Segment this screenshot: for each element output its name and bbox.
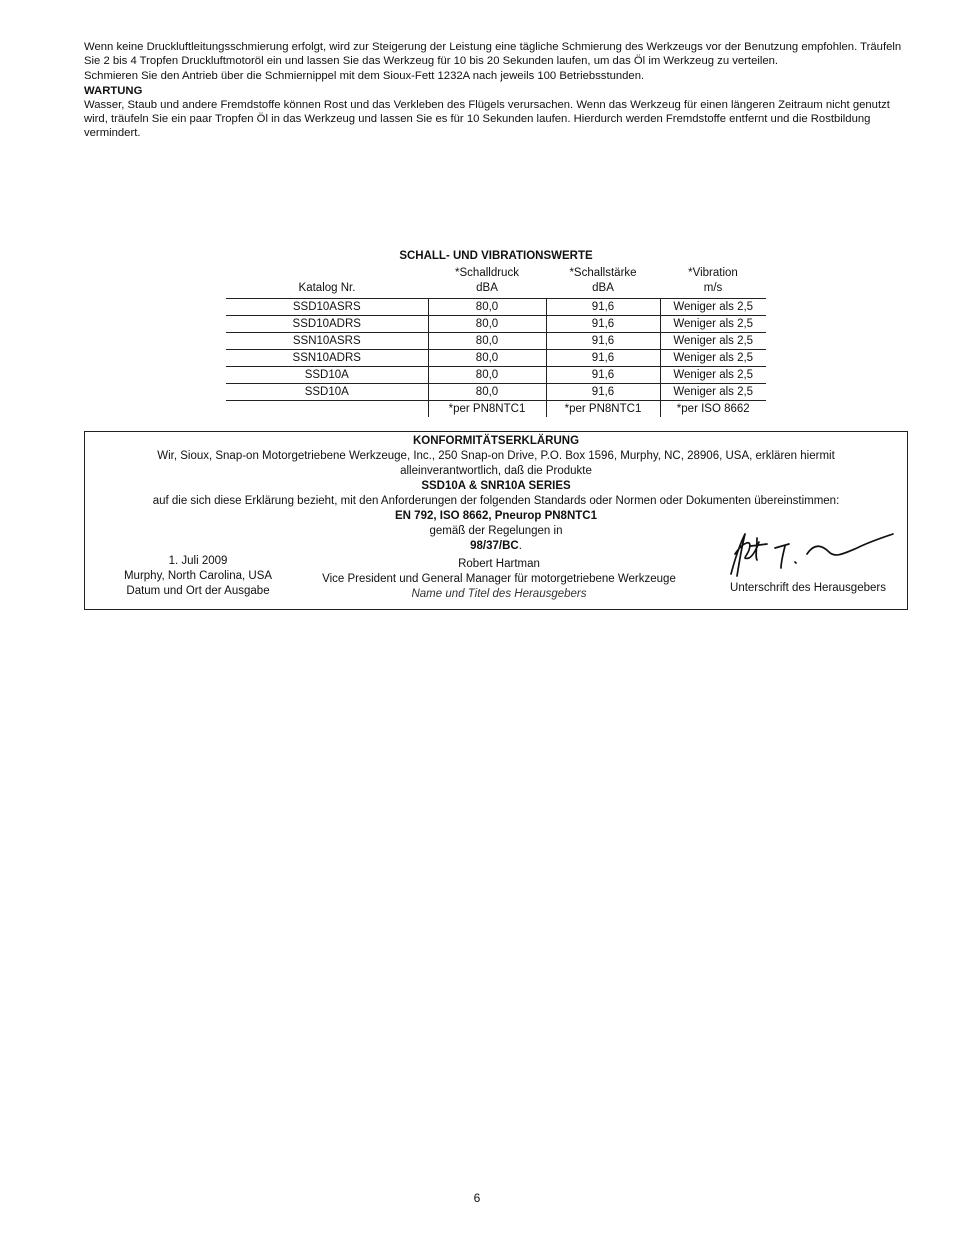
table-cell: 80,0: [428, 333, 546, 350]
page-number: 6: [473, 1191, 481, 1205]
table-cell: Weniger als 2,5: [660, 350, 766, 367]
table-row: [226, 316, 766, 333]
issuer-position: Vice President und General Manager für motorgetriebene Werkzeuge: [322, 573, 676, 585]
sound-vibration-table: [226, 265, 766, 417]
table-cell: SSD10ADRS: [226, 316, 428, 333]
table-row: [226, 299, 766, 316]
signature-label: Unterschrift des Herausgebers: [730, 582, 886, 594]
declaration-line: Wir, Sioux, Snap-on Motorgetriebene Werkzeuge, Inc., 250 Snap-on Drive, P.O. Box 1596, Murphy, NC, 28906, USA, erklären hiermit: [157, 450, 835, 462]
table-cell: 91,6: [546, 333, 660, 350]
table-cell: SSD10A: [226, 384, 428, 401]
maintenance-paragraph: Wasser, Staub und andere Fremdstoffe können Rost und das Verkleben des Flügels verursachen. Wenn das Werkzeug für einen längeren Zeitraum nicht genutzt wird, träufeln Sie ein paar Tropfen Öl in das Werkzeug und lassen Sie es für 10 Sekunden laufen. Hierdurch werden Fremdstoffe entfernt und die Rostbildung vermindert.: [84, 99, 890, 139]
footnote-cell: *per PN8NTC1: [546, 401, 660, 418]
table-cell: 80,0: [428, 299, 546, 316]
table-cell: 80,0: [428, 384, 546, 401]
header-sound-pressure: *Schalldruck dBA: [428, 265, 546, 299]
footnote-cell: *per ISO 8662: [660, 401, 766, 418]
intro-section: [84, 41, 906, 142]
table-cell: 80,0: [428, 367, 546, 384]
table-cell: SSN10ASRS: [226, 333, 428, 350]
table-row: [226, 333, 766, 350]
table-cell: Weniger als 2,5: [660, 299, 766, 316]
table-cell: 91,6: [546, 367, 660, 384]
declaration-line: gemäß der Regelungen in: [429, 525, 563, 537]
issue-date-place: [103, 554, 293, 599]
header-vibration: *Vibration m/s: [660, 265, 766, 299]
table-cell: Weniger als 2,5: [660, 333, 766, 350]
issue-place: Murphy, North Carolina, USA: [123, 570, 273, 582]
product-series: SSD10A & SNR10A SERIES: [421, 480, 571, 492]
table-cell: 80,0: [428, 316, 546, 333]
directive: 98/37/BC: [470, 540, 519, 552]
maintenance-heading: WARTUNG: [84, 84, 143, 97]
header-catalog: Katalog Nr.: [226, 265, 428, 299]
table-cell: Weniger als 2,5: [660, 384, 766, 401]
date-place-label: Datum und Ort der Ausgabe: [126, 585, 270, 597]
issuer-name: Robert Hartman: [458, 558, 540, 570]
sound-table-title: SCHALL- UND VIBRATIONSWERTE: [399, 250, 593, 262]
declaration-line: auf die sich diese Erklärung bezieht, mit den Anforderungen der folgenden Standards oder Normen oder Dokumenten übereinstimmen:: [152, 495, 840, 507]
declaration-line: alleinverantwortlich, daß die Produkte: [400, 465, 592, 477]
standards-list: EN 792, ISO 8662, Pneurop PN8NTC1: [395, 510, 597, 522]
table-row: [226, 384, 766, 401]
table-cell: 91,6: [546, 299, 660, 316]
grease-paragraph: Schmieren Sie den Antrieb über die Schmiernippel mit dem Sioux-Fett 1232A nach jeweils 100 Betriebsstunden.: [84, 69, 645, 82]
table-footer-row: [226, 401, 766, 418]
table-cell: 80,0: [428, 350, 546, 367]
table-cell: Weniger als 2,5: [660, 367, 766, 384]
table-header-row: [226, 265, 766, 299]
footnote-cell: *per PN8NTC1: [428, 401, 546, 418]
issue-date: 1. Juli 2009: [168, 555, 228, 567]
header-sound-power: *Schallstärke dBA: [546, 265, 660, 299]
table-cell: 91,6: [546, 384, 660, 401]
table-cell: SSN10ADRS: [226, 350, 428, 367]
lubrication-paragraph: Wenn keine Druckluftleitungsschmierung erfolgt, wird zur Steigerung der Leistung eine tägliche Schmierung des Werkzeugs vor der Benutzung empfohlen. Träufeln Sie 2 bis 4 Tropfen Druckluftmotoröl ein und lassen Sie das Werkzeug für 10 bis 20 Sekunden laufen, um das Öl im Werkzeug zu verteilen.: [84, 41, 902, 67]
table-cell: SSD10ASRS: [226, 299, 428, 316]
table-row: [226, 367, 766, 384]
issuer-block: [300, 557, 698, 602]
directive-line: 98/37/BC.: [470, 540, 522, 552]
signature-image: [723, 524, 898, 584]
table-cell: Weniger als 2,5: [660, 316, 766, 333]
table-cell: 91,6: [546, 350, 660, 367]
issuer-label: Name und Titel des Herausgebers: [411, 588, 587, 600]
declaration-title: KONFORMITÄTSERKLÄRUNG: [412, 435, 580, 447]
table-cell: 91,6: [546, 316, 660, 333]
table-cell: SSD10A: [226, 367, 428, 384]
declaration-box: [84, 431, 908, 610]
table-cell: [226, 401, 428, 418]
table-row: [226, 350, 766, 367]
